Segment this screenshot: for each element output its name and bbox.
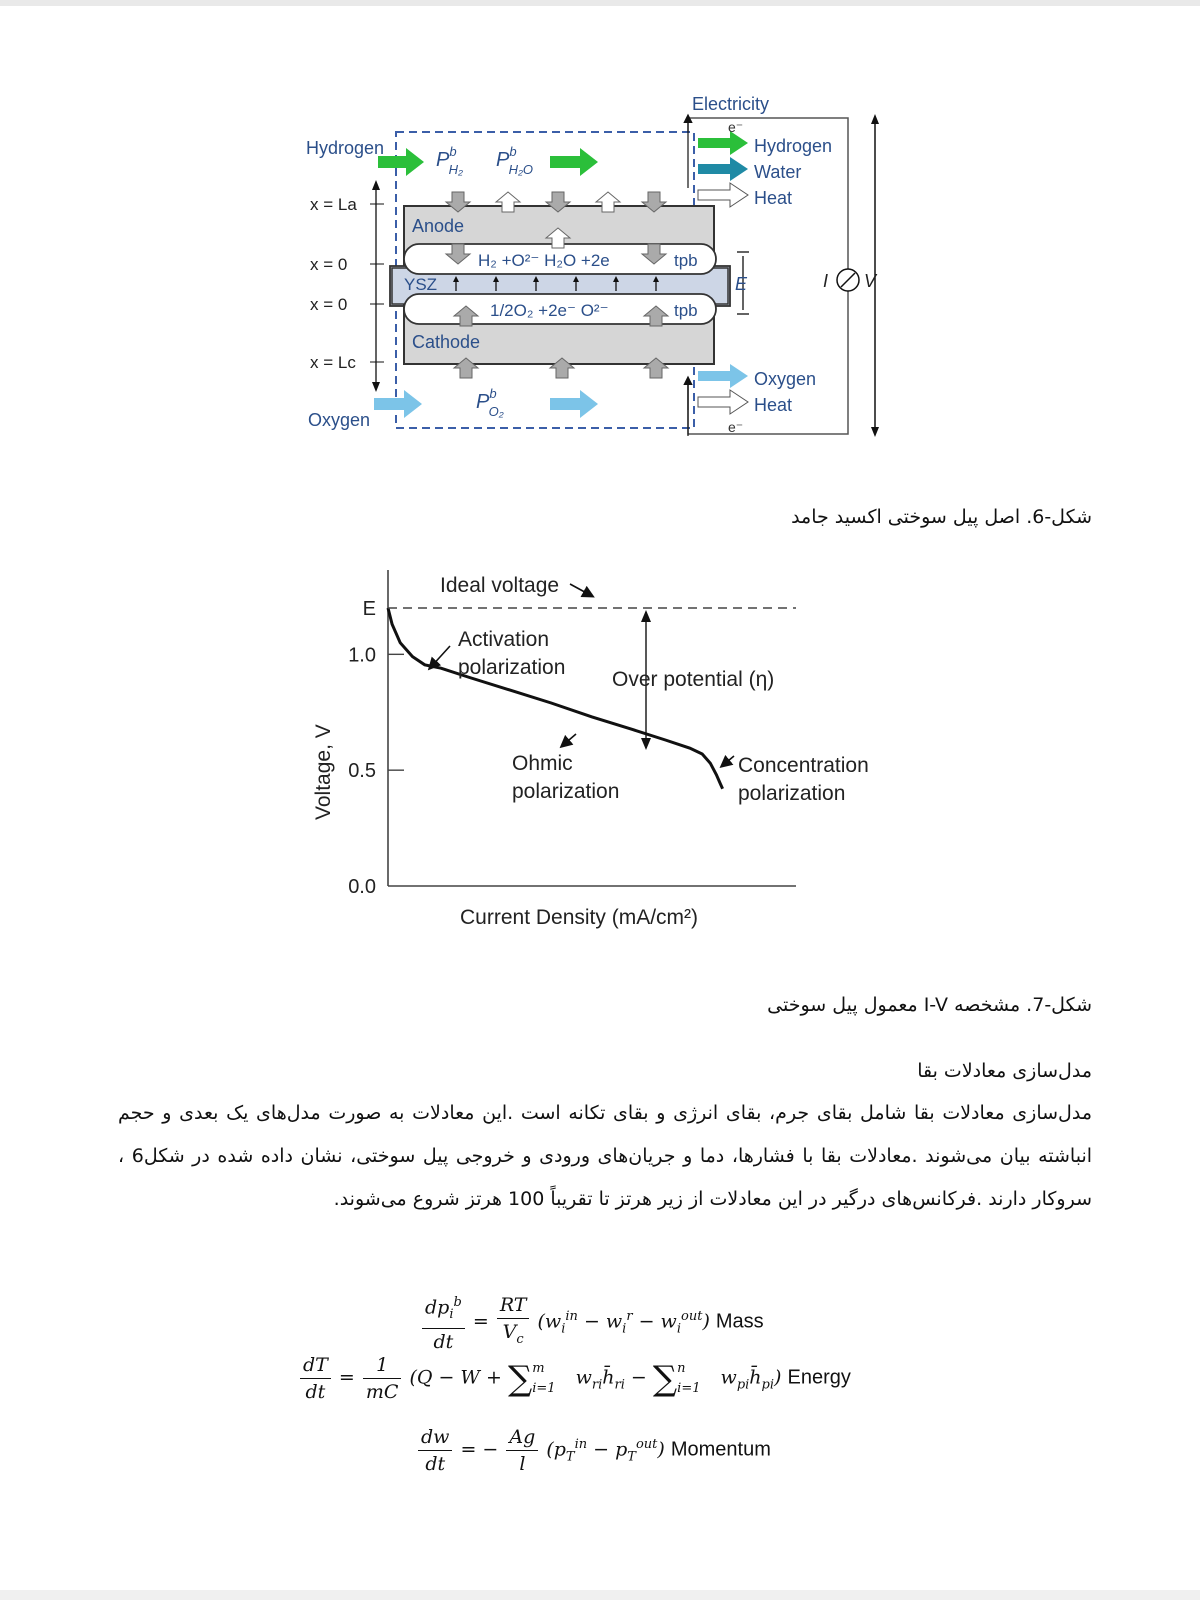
ysz-label: YSZ <box>404 275 438 294</box>
x-0-anode-label: x = 0 <box>310 255 348 274</box>
x-0-cathode-label: x = 0 <box>310 295 348 314</box>
momentum-label: Momentum <box>670 1438 771 1461</box>
oxygen-outlet-arrow <box>698 364 748 388</box>
electricity-label: Electricity <box>692 94 770 114</box>
anode-label: Anode <box>412 216 465 236</box>
hydrogen-inlet-arrow <box>378 148 424 176</box>
anode-reaction: H₂ +O²⁻ H₂O +2e <box>478 251 610 270</box>
heat-outlet-arrow-bottom <box>698 390 748 414</box>
electron-top-label: e⁻ <box>728 119 744 135</box>
ph2-label: $P^b$ H₂ <box>436 144 463 177</box>
sofc-principle-diagram <box>300 88 900 448</box>
water-outlet-arrow <box>698 157 748 181</box>
ph2o-label: $P^b$ H₂O <box>496 144 534 177</box>
tpb-top-label: tpb <box>674 251 698 270</box>
oxygen-inlet-arrow <box>374 390 422 418</box>
x-lc-label: x = Lc <box>310 353 356 372</box>
y-tick-label: 1.0 <box>348 644 376 667</box>
mass-equation: $\frac{dp_i^b}{dt}$ = $\frac{RT}{V_c}$ $(w_i^{in} - w_i^r - w_i^{out})$ Mass <box>420 1290 764 1355</box>
y-tick-label: 0.5 <box>348 760 376 783</box>
tpb-bottom-label: tpb <box>674 301 698 320</box>
current-label: I <box>823 271 829 291</box>
po2-label: $P^b$ O₂ <box>476 386 504 419</box>
y-tick-label: 0.0 <box>348 876 376 898</box>
y-axis-label: Voltage, V <box>312 724 335 820</box>
out-heat-top-label: Heat <box>754 188 793 208</box>
out-oxygen-label: Oxygen <box>754 369 817 389</box>
heat-outlet-arrow-top <box>698 183 748 207</box>
iv-characteristic-chart <box>300 570 900 950</box>
figure6-caption: شکل-6. اصل پیل سوختی اکسید جامد <box>791 506 1092 528</box>
voltage-label: V <box>864 271 877 291</box>
emf-label: E <box>735 274 748 294</box>
out-hydrogen-label: Hydrogen <box>754 136 833 156</box>
ohmic-label-1: Ohmic <box>512 752 573 775</box>
activation-label-2: polarization <box>458 656 566 679</box>
energy-label: Energy <box>787 1366 851 1389</box>
chart-axes <box>348 570 796 898</box>
section-paragraph: مدل‌سازی معادلات بقا شامل بقای جرم، بقای انرژی و بقای تکانه است .این معادلات به صورت مدل‌های یک بعدی و حجم انباشته بیان می‌شوند .معادلات بقا با فشارها، دما و جریان‌های ورودی و خروجی پیل سوختی، نشان داده شده در شکل6 ، سروکار دارند .فرکانس‌های درگیر در این معادلات از زیر هرتز تا تقریباً 100 هرتز شروع می‌شوند. <box>118 1102 1093 1210</box>
out-heat-bottom-label: Heat <box>754 395 793 415</box>
cathode-reaction: 1/2O₂ +2e⁻ O²⁻ <box>490 301 609 320</box>
section-heading: مدل‌سازی معادلات بقا <box>917 1060 1092 1082</box>
activation-label-1: Activation <box>458 628 550 651</box>
concentration-label-1: Concentration <box>738 754 869 777</box>
bottom-edge <box>0 1590 1200 1600</box>
out-water-label: Water <box>754 162 802 182</box>
mass-label: Mass <box>715 1310 764 1333</box>
electron-bottom-label: e⁻ <box>728 419 744 435</box>
ideal-voltage-label: Ideal voltage <box>440 574 560 597</box>
momentum-equation: $\frac{dw}{dt}$ = − $\frac{Ag}{l}$ $(p_T^{in} - p_T^{out})$ Momentum <box>416 1424 771 1477</box>
x-axis-label: Current Density (mA/cm²) <box>460 906 699 929</box>
hydrogen-in-label: Hydrogen <box>306 138 385 158</box>
energy-equation: $\frac{dT}{dt}$ = $\frac{1}{mC}$ (Q − W + ∑ m i=1 $w_{ri}h̄_{ri}$ − ∑ n i=1 $w_{pi}h̄_{pi}$) Energy <box>298 1352 851 1405</box>
y-tick-label: E <box>362 598 376 620</box>
top-edge <box>0 0 1200 6</box>
concentration-label-2: polarization <box>738 782 846 805</box>
figure7-caption: شکل-7. مشخصه I-V معمول پیل سوختی <box>767 994 1092 1016</box>
x-la-label: x = La <box>310 195 357 214</box>
oxygen-in-label: Oxygen <box>308 410 371 430</box>
overpotential-label: Over potential (η) <box>612 668 775 691</box>
ohmic-label-2: polarization <box>512 780 620 803</box>
cathode-label: Cathode <box>412 332 481 352</box>
